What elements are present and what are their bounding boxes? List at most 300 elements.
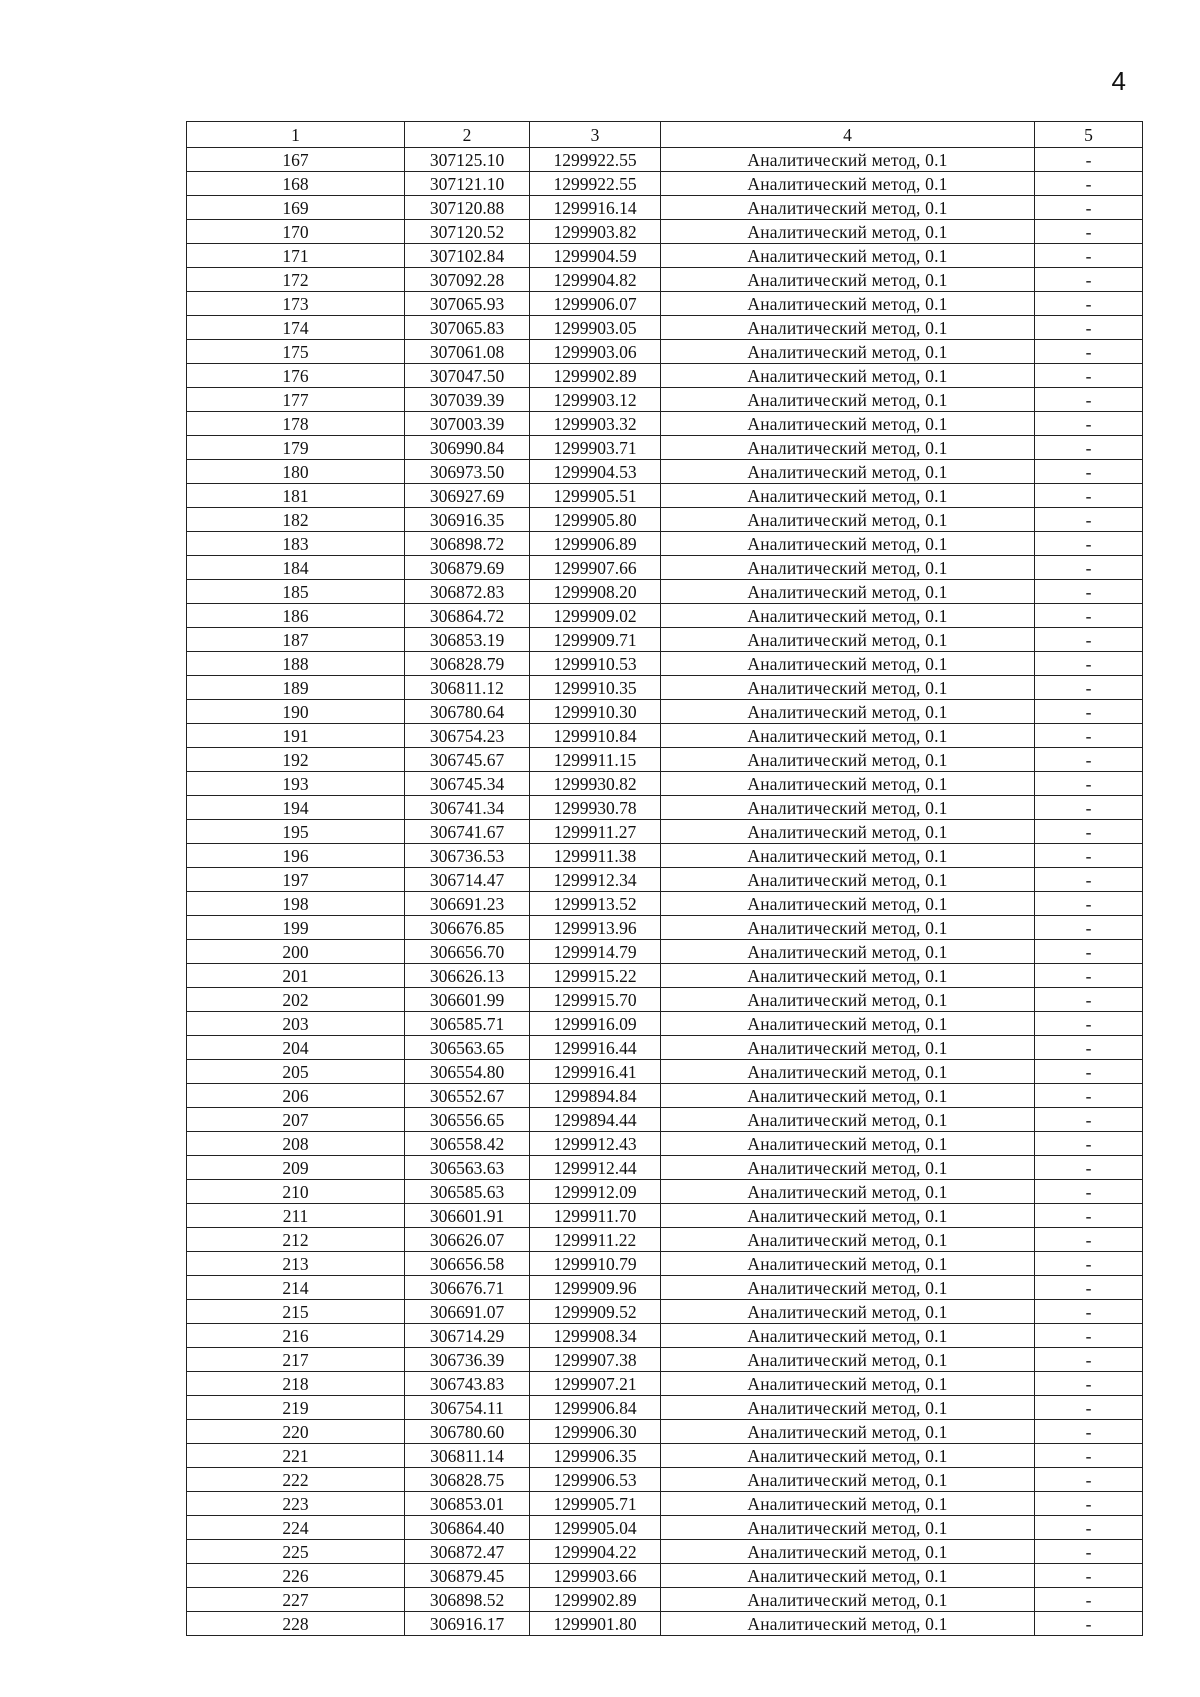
table-row	[187, 1324, 1143, 1348]
x-coordinate-cell: 306656.58	[405, 1252, 530, 1276]
point-number-cell: 187	[187, 628, 405, 652]
y-coordinate-cell: 1299911.38	[530, 844, 661, 868]
method-cell: Аналитический метод, 0.1	[661, 1132, 1035, 1156]
point-number-cell: 213	[187, 1252, 405, 1276]
point-number-cell: 192	[187, 748, 405, 772]
table-row	[187, 1228, 1143, 1252]
method-cell: Аналитический метод, 0.1	[661, 580, 1035, 604]
table-row	[187, 364, 1143, 388]
point-number-cell: 205	[187, 1060, 405, 1084]
y-coordinate-cell: 1299930.78	[530, 796, 661, 820]
extra-cell: -	[1035, 796, 1143, 820]
y-coordinate-cell: 1299916.14	[530, 196, 661, 220]
extra-cell: -	[1035, 1084, 1143, 1108]
y-coordinate-cell: 1299912.09	[530, 1180, 661, 1204]
point-number-cell: 184	[187, 556, 405, 580]
table-row	[187, 844, 1143, 868]
extra-cell: -	[1035, 292, 1143, 316]
y-coordinate-cell: 1299894.84	[530, 1084, 661, 1108]
method-cell: Аналитический метод, 0.1	[661, 604, 1035, 628]
extra-cell: -	[1035, 1324, 1143, 1348]
method-cell: Аналитический метод, 0.1	[661, 988, 1035, 1012]
extra-cell: -	[1035, 340, 1143, 364]
method-cell: Аналитический метод, 0.1	[661, 1012, 1035, 1036]
table-row	[187, 508, 1143, 532]
extra-cell: -	[1035, 1444, 1143, 1468]
point-number-cell: 221	[187, 1444, 405, 1468]
point-number-cell: 211	[187, 1204, 405, 1228]
y-coordinate-cell: 1299904.22	[530, 1540, 661, 1564]
x-coordinate-cell: 306714.47	[405, 868, 530, 892]
method-cell: Аналитический метод, 0.1	[661, 1324, 1035, 1348]
extra-cell: -	[1035, 1396, 1143, 1420]
extra-cell: -	[1035, 868, 1143, 892]
x-coordinate-cell: 307065.93	[405, 292, 530, 316]
table-row	[187, 1300, 1143, 1324]
table-row	[187, 1348, 1143, 1372]
y-coordinate-cell: 1299901.80	[530, 1612, 661, 1636]
y-coordinate-cell: 1299902.89	[530, 1588, 661, 1612]
x-coordinate-cell: 306864.72	[405, 604, 530, 628]
x-coordinate-cell: 306556.65	[405, 1108, 530, 1132]
table-header-row	[187, 122, 1143, 148]
point-number-cell: 223	[187, 1492, 405, 1516]
extra-cell: -	[1035, 1468, 1143, 1492]
method-cell: Аналитический метод, 0.1	[661, 1036, 1035, 1060]
table-row	[187, 1084, 1143, 1108]
table-row	[187, 556, 1143, 580]
table-row	[187, 964, 1143, 988]
method-cell: Аналитический метод, 0.1	[661, 1468, 1035, 1492]
point-number-cell: 186	[187, 604, 405, 628]
x-coordinate-cell: 306916.35	[405, 508, 530, 532]
point-number-cell: 183	[187, 532, 405, 556]
point-number-cell: 202	[187, 988, 405, 1012]
table-row	[187, 1276, 1143, 1300]
y-coordinate-cell: 1299907.21	[530, 1372, 661, 1396]
extra-cell: -	[1035, 1204, 1143, 1228]
table-row	[187, 700, 1143, 724]
extra-cell: -	[1035, 1420, 1143, 1444]
y-coordinate-cell: 1299906.53	[530, 1468, 661, 1492]
extra-cell: -	[1035, 388, 1143, 412]
extra-cell: -	[1035, 148, 1143, 172]
table-row	[187, 676, 1143, 700]
y-coordinate-cell: 1299904.82	[530, 268, 661, 292]
method-cell: Аналитический метод, 0.1	[661, 1084, 1035, 1108]
method-cell: Аналитический метод, 0.1	[661, 1228, 1035, 1252]
method-cell: Аналитический метод, 0.1	[661, 820, 1035, 844]
method-cell: Аналитический метод, 0.1	[661, 148, 1035, 172]
y-coordinate-cell: 1299903.05	[530, 316, 661, 340]
table-row	[187, 1108, 1143, 1132]
method-cell: Аналитический метод, 0.1	[661, 940, 1035, 964]
extra-cell: -	[1035, 364, 1143, 388]
y-coordinate-cell: 1299911.15	[530, 748, 661, 772]
extra-cell: -	[1035, 1588, 1143, 1612]
extra-cell: -	[1035, 1564, 1143, 1588]
table-row	[187, 436, 1143, 460]
table-row	[187, 1180, 1143, 1204]
x-coordinate-cell: 307092.28	[405, 268, 530, 292]
point-number-cell: 174	[187, 316, 405, 340]
extra-cell: -	[1035, 1516, 1143, 1540]
x-coordinate-cell: 306927.69	[405, 484, 530, 508]
table-row	[187, 268, 1143, 292]
extra-cell: -	[1035, 1252, 1143, 1276]
x-coordinate-cell: 306853.01	[405, 1492, 530, 1516]
method-cell: Аналитический метод, 0.1	[661, 1372, 1035, 1396]
point-number-cell: 169	[187, 196, 405, 220]
point-number-cell: 216	[187, 1324, 405, 1348]
method-cell: Аналитический метод, 0.1	[661, 340, 1035, 364]
method-cell: Аналитический метод, 0.1	[661, 844, 1035, 868]
x-coordinate-cell: 306691.23	[405, 892, 530, 916]
extra-cell: -	[1035, 1492, 1143, 1516]
point-number-cell: 194	[187, 796, 405, 820]
table-body	[187, 148, 1143, 1636]
y-coordinate-cell: 1299912.44	[530, 1156, 661, 1180]
y-coordinate-cell: 1299911.22	[530, 1228, 661, 1252]
x-coordinate-cell: 306626.07	[405, 1228, 530, 1252]
table-row	[187, 532, 1143, 556]
y-coordinate-cell: 1299912.43	[530, 1132, 661, 1156]
table-row	[187, 1492, 1143, 1516]
method-cell: Аналитический метод, 0.1	[661, 388, 1035, 412]
method-cell: Аналитический метод, 0.1	[661, 724, 1035, 748]
table-row	[187, 1012, 1143, 1036]
y-coordinate-cell: 1299903.82	[530, 220, 661, 244]
table-row	[187, 244, 1143, 268]
table-row	[187, 604, 1143, 628]
method-cell: Аналитический метод, 0.1	[661, 220, 1035, 244]
y-coordinate-cell: 1299906.89	[530, 532, 661, 556]
y-coordinate-cell: 1299905.80	[530, 508, 661, 532]
extra-cell: -	[1035, 724, 1143, 748]
table-row	[187, 1372, 1143, 1396]
x-coordinate-cell: 307102.84	[405, 244, 530, 268]
point-number-cell: 176	[187, 364, 405, 388]
point-number-cell: 193	[187, 772, 405, 796]
x-coordinate-cell: 306626.13	[405, 964, 530, 988]
y-coordinate-cell: 1299912.34	[530, 868, 661, 892]
point-number-cell: 178	[187, 412, 405, 436]
extra-cell: -	[1035, 700, 1143, 724]
x-coordinate-cell: 307121.10	[405, 172, 530, 196]
point-number-cell: 218	[187, 1372, 405, 1396]
point-number-cell: 206	[187, 1084, 405, 1108]
method-cell: Аналитический метод, 0.1	[661, 556, 1035, 580]
point-number-cell: 196	[187, 844, 405, 868]
x-coordinate-cell: 306656.70	[405, 940, 530, 964]
extra-cell: -	[1035, 580, 1143, 604]
method-cell: Аналитический метод, 0.1	[661, 628, 1035, 652]
extra-cell: -	[1035, 988, 1143, 1012]
method-cell: Аналитический метод, 0.1	[661, 1300, 1035, 1324]
point-number-cell: 207	[187, 1108, 405, 1132]
point-number-cell: 172	[187, 268, 405, 292]
x-coordinate-cell: 306780.64	[405, 700, 530, 724]
x-coordinate-cell: 306898.52	[405, 1588, 530, 1612]
table-row	[187, 652, 1143, 676]
y-coordinate-cell: 1299910.53	[530, 652, 661, 676]
point-number-cell: 195	[187, 820, 405, 844]
method-cell: Аналитический метод, 0.1	[661, 1564, 1035, 1588]
point-number-cell: 224	[187, 1516, 405, 1540]
table-row	[187, 892, 1143, 916]
y-coordinate-cell: 1299916.41	[530, 1060, 661, 1084]
point-number-cell: 200	[187, 940, 405, 964]
point-number-cell: 180	[187, 460, 405, 484]
point-number-cell: 217	[187, 1348, 405, 1372]
x-coordinate-cell: 307061.08	[405, 340, 530, 364]
method-cell: Аналитический метод, 0.1	[661, 1444, 1035, 1468]
point-number-cell: 203	[187, 1012, 405, 1036]
x-coordinate-cell: 306973.50	[405, 460, 530, 484]
table-row	[187, 796, 1143, 820]
method-cell: Аналитический метод, 0.1	[661, 1276, 1035, 1300]
table-row	[187, 148, 1143, 172]
point-number-cell: 189	[187, 676, 405, 700]
y-coordinate-cell: 1299903.12	[530, 388, 661, 412]
x-coordinate-cell: 306563.65	[405, 1036, 530, 1060]
table-row	[187, 1564, 1143, 1588]
y-coordinate-cell: 1299922.55	[530, 172, 661, 196]
y-coordinate-cell: 1299909.71	[530, 628, 661, 652]
table-row	[187, 1420, 1143, 1444]
y-coordinate-cell: 1299930.82	[530, 772, 661, 796]
page-number: 4	[1111, 66, 1126, 96]
extra-cell: -	[1035, 820, 1143, 844]
point-number-cell: 209	[187, 1156, 405, 1180]
method-cell: Аналитический метод, 0.1	[661, 1348, 1035, 1372]
extra-cell: -	[1035, 1372, 1143, 1396]
x-coordinate-cell: 306872.83	[405, 580, 530, 604]
table-row	[187, 460, 1143, 484]
x-coordinate-cell: 306872.47	[405, 1540, 530, 1564]
table-row	[187, 988, 1143, 1012]
point-number-cell: 188	[187, 652, 405, 676]
y-coordinate-cell: 1299906.07	[530, 292, 661, 316]
extra-cell: -	[1035, 628, 1143, 652]
extra-cell: -	[1035, 556, 1143, 580]
method-cell: Аналитический метод, 0.1	[661, 700, 1035, 724]
x-coordinate-cell: 307047.50	[405, 364, 530, 388]
extra-cell: -	[1035, 892, 1143, 916]
y-coordinate-cell: 1299905.51	[530, 484, 661, 508]
method-cell: Аналитический метод, 0.1	[661, 1108, 1035, 1132]
y-coordinate-cell: 1299910.30	[530, 700, 661, 724]
extra-cell: -	[1035, 1036, 1143, 1060]
method-cell: Аналитический метод, 0.1	[661, 508, 1035, 532]
extra-cell: -	[1035, 532, 1143, 556]
table-row	[187, 628, 1143, 652]
point-number-cell: 201	[187, 964, 405, 988]
y-coordinate-cell: 1299915.22	[530, 964, 661, 988]
y-coordinate-cell: 1299906.84	[530, 1396, 661, 1420]
x-coordinate-cell: 306601.99	[405, 988, 530, 1012]
point-number-cell: 225	[187, 1540, 405, 1564]
y-coordinate-cell: 1299913.96	[530, 916, 661, 940]
y-coordinate-cell: 1299909.02	[530, 604, 661, 628]
x-coordinate-cell: 306554.80	[405, 1060, 530, 1084]
x-coordinate-cell: 306879.69	[405, 556, 530, 580]
y-coordinate-cell: 1299913.52	[530, 892, 661, 916]
x-coordinate-cell: 306741.34	[405, 796, 530, 820]
y-coordinate-cell: 1299906.30	[530, 1420, 661, 1444]
extra-cell: -	[1035, 244, 1143, 268]
x-coordinate-cell: 307003.39	[405, 412, 530, 436]
table-row	[187, 292, 1143, 316]
extra-cell: -	[1035, 844, 1143, 868]
extra-cell: -	[1035, 748, 1143, 772]
extra-cell: -	[1035, 1276, 1143, 1300]
y-coordinate-cell: 1299907.66	[530, 556, 661, 580]
table-row	[187, 316, 1143, 340]
method-cell: Аналитический метод, 0.1	[661, 1060, 1035, 1084]
table-row	[187, 580, 1143, 604]
column-header-5: 5	[1035, 122, 1143, 148]
table-row	[187, 1060, 1143, 1084]
table-row	[187, 724, 1143, 748]
method-cell: Аналитический метод, 0.1	[661, 244, 1035, 268]
table-row	[187, 220, 1143, 244]
y-coordinate-cell: 1299905.04	[530, 1516, 661, 1540]
extra-cell: -	[1035, 436, 1143, 460]
x-coordinate-cell: 306745.34	[405, 772, 530, 796]
extra-cell: -	[1035, 1132, 1143, 1156]
column-header-1: 1	[187, 122, 405, 148]
table-row	[187, 1396, 1143, 1420]
table-row	[187, 388, 1143, 412]
table-row	[187, 1036, 1143, 1060]
method-cell: Аналитический метод, 0.1	[661, 916, 1035, 940]
table-row	[187, 748, 1143, 772]
point-number-cell: 167	[187, 148, 405, 172]
extra-cell: -	[1035, 604, 1143, 628]
point-number-cell: 181	[187, 484, 405, 508]
extra-cell: -	[1035, 940, 1143, 964]
method-cell: Аналитический метод, 0.1	[661, 292, 1035, 316]
point-number-cell: 173	[187, 292, 405, 316]
y-coordinate-cell: 1299903.06	[530, 340, 661, 364]
x-coordinate-cell: 307125.10	[405, 148, 530, 172]
point-number-cell: 177	[187, 388, 405, 412]
table-row	[187, 1612, 1143, 1636]
method-cell: Аналитический метод, 0.1	[661, 964, 1035, 988]
y-coordinate-cell: 1299915.70	[530, 988, 661, 1012]
extra-cell: -	[1035, 172, 1143, 196]
table-row	[187, 1540, 1143, 1564]
extra-cell: -	[1035, 1108, 1143, 1132]
method-cell: Аналитический метод, 0.1	[661, 316, 1035, 340]
x-coordinate-cell: 306736.53	[405, 844, 530, 868]
x-coordinate-cell: 307120.88	[405, 196, 530, 220]
x-coordinate-cell: 306736.39	[405, 1348, 530, 1372]
method-cell: Аналитический метод, 0.1	[661, 892, 1035, 916]
point-number-cell: 198	[187, 892, 405, 916]
method-cell: Аналитический метод, 0.1	[661, 268, 1035, 292]
method-cell: Аналитический метод, 0.1	[661, 748, 1035, 772]
point-number-cell: 171	[187, 244, 405, 268]
method-cell: Аналитический метод, 0.1	[661, 484, 1035, 508]
y-coordinate-cell: 1299911.70	[530, 1204, 661, 1228]
extra-cell: -	[1035, 1060, 1143, 1084]
y-coordinate-cell: 1299908.20	[530, 580, 661, 604]
x-coordinate-cell: 306585.63	[405, 1180, 530, 1204]
y-coordinate-cell: 1299914.79	[530, 940, 661, 964]
point-number-cell: 226	[187, 1564, 405, 1588]
point-number-cell: 199	[187, 916, 405, 940]
point-number-cell: 214	[187, 1276, 405, 1300]
extra-cell: -	[1035, 412, 1143, 436]
x-coordinate-cell: 306691.07	[405, 1300, 530, 1324]
x-coordinate-cell: 306811.14	[405, 1444, 530, 1468]
point-number-cell: 175	[187, 340, 405, 364]
table-row	[187, 340, 1143, 364]
x-coordinate-cell: 306741.67	[405, 820, 530, 844]
x-coordinate-cell: 306563.63	[405, 1156, 530, 1180]
table-row	[187, 1204, 1143, 1228]
point-number-cell: 222	[187, 1468, 405, 1492]
method-cell: Аналитический метод, 0.1	[661, 868, 1035, 892]
point-number-cell: 212	[187, 1228, 405, 1252]
x-coordinate-cell: 307120.52	[405, 220, 530, 244]
table-row	[187, 412, 1143, 436]
y-coordinate-cell: 1299903.32	[530, 412, 661, 436]
method-cell: Аналитический метод, 0.1	[661, 436, 1035, 460]
x-coordinate-cell: 306811.12	[405, 676, 530, 700]
y-coordinate-cell: 1299902.89	[530, 364, 661, 388]
method-cell: Аналитический метод, 0.1	[661, 676, 1035, 700]
y-coordinate-cell: 1299908.34	[530, 1324, 661, 1348]
extra-cell: -	[1035, 676, 1143, 700]
method-cell: Аналитический метод, 0.1	[661, 196, 1035, 220]
point-number-cell: 168	[187, 172, 405, 196]
y-coordinate-cell: 1299910.35	[530, 676, 661, 700]
y-coordinate-cell: 1299909.52	[530, 1300, 661, 1324]
x-coordinate-cell: 306743.83	[405, 1372, 530, 1396]
y-coordinate-cell: 1299909.96	[530, 1276, 661, 1300]
method-cell: Аналитический метод, 0.1	[661, 364, 1035, 388]
x-coordinate-cell: 306864.40	[405, 1516, 530, 1540]
x-coordinate-cell: 306601.91	[405, 1204, 530, 1228]
column-header-2: 2	[405, 122, 530, 148]
point-number-cell: 215	[187, 1300, 405, 1324]
x-coordinate-cell: 306754.23	[405, 724, 530, 748]
method-cell: Аналитический метод, 0.1	[661, 1204, 1035, 1228]
extra-cell: -	[1035, 1612, 1143, 1636]
x-coordinate-cell: 307039.39	[405, 388, 530, 412]
extra-cell: -	[1035, 1156, 1143, 1180]
extra-cell: -	[1035, 268, 1143, 292]
x-coordinate-cell: 306990.84	[405, 436, 530, 460]
x-coordinate-cell: 306853.19	[405, 628, 530, 652]
point-number-cell: 227	[187, 1588, 405, 1612]
method-cell: Аналитический метод, 0.1	[661, 1540, 1035, 1564]
table-row	[187, 1516, 1143, 1540]
y-coordinate-cell: 1299910.84	[530, 724, 661, 748]
method-cell: Аналитический метод, 0.1	[661, 772, 1035, 796]
table-row	[187, 1468, 1143, 1492]
method-cell: Аналитический метод, 0.1	[661, 1612, 1035, 1636]
y-coordinate-cell: 1299910.79	[530, 1252, 661, 1276]
extra-cell: -	[1035, 1300, 1143, 1324]
table-row	[187, 196, 1143, 220]
table-row	[187, 916, 1143, 940]
point-number-cell: 197	[187, 868, 405, 892]
table-row	[187, 868, 1143, 892]
